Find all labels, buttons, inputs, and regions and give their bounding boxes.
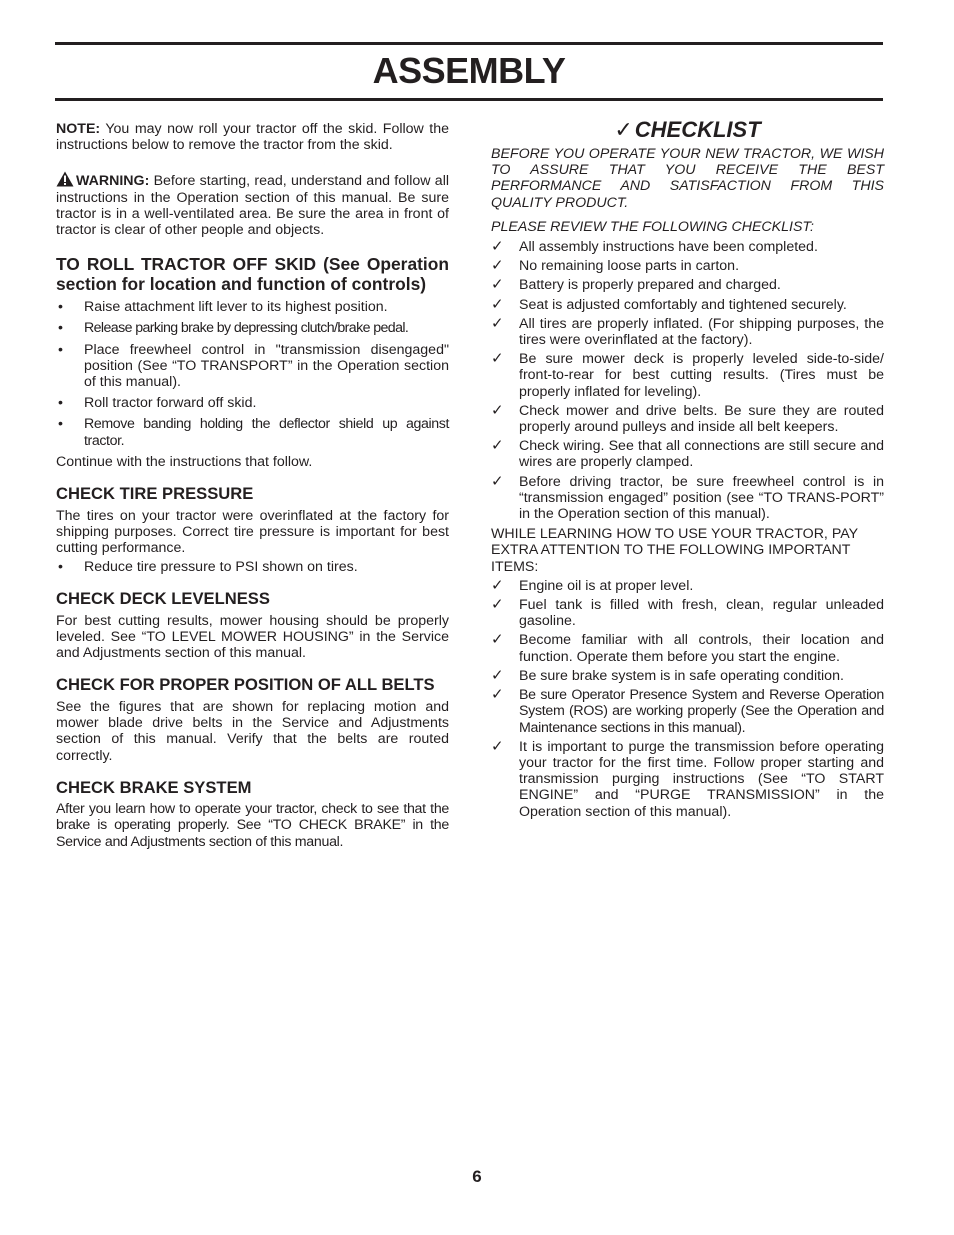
page-number: 6 <box>472 1167 482 1186</box>
checklist-title <box>491 117 884 143</box>
list-item: • Release parking brake by depressing clutch/brake pedal. <box>58 320 409 337</box>
learning-text: WHILE LEARNING HOW TO USE YOUR TRACTOR, PAY EXTRA ATTENTION TO THE FOLLOWING IMPORTANT ITEMS: <box>491 526 858 575</box>
belts-text: See the figures that are shown for replacing motion and mower blade drive belts in the Service and Adjustments section of this manual. Verify that the belts are routed correctly. <box>56 698 449 764</box>
checkmark-icon: ✓ <box>491 576 504 594</box>
warning-triangle-icon <box>56 171 74 187</box>
header-rule-top <box>55 42 883 45</box>
list-item: • Roll tractor forward off skid. <box>58 395 257 412</box>
checklist-item: ✓ Check mower and drive belts. Be sure they are routed properly around pulleys and inside all belt keepers. <box>491 401 884 436</box>
checkmark-icon: ✓ <box>491 472 504 490</box>
warning-text: Before starting, read, understand and follow all instructions in the Operation section of this manual. Be sure tractor is in a well-ventilated area. Be sure the area in front of tractor is clear of other people and objects. <box>56 173 449 239</box>
bullet-mark: • <box>58 320 63 337</box>
checklist-item: ✓ All assembly instructions have been completed. <box>491 238 818 256</box>
checklist-item: ✓ Seat is adjusted comfortably and tightened securely. <box>491 295 847 313</box>
warning-paragraph <box>56 171 449 238</box>
checklist-item: ✓ Be sure mower deck is properly leveled side-to-side/ front-to-rear for best cutting results. (Tires must be properly inflated for leveling). <box>491 350 884 400</box>
list-item: • Place freewheel control in "transmission disengaged" position (See “TO TRANSPORT” in the Operation section of this manual). <box>58 341 449 391</box>
warning-label: WARNING: <box>76 173 150 190</box>
note-paragraph <box>56 121 449 153</box>
checklist-item: ✓ Before driving tractor, be sure freewheel control is in “transmission engaged” position (see “TO TRANS-PORT” in the Operation section of this manual). <box>491 472 884 523</box>
checklist-item: ✓ Battery is properly prepared and charged. <box>491 276 781 294</box>
list-item: • Remove banding holding the deflector shield up against tractor. <box>58 416 449 449</box>
checklist-item: ✓ Be sure Operator Presence System and Reverse Operation System (ROS) are working properly (See the Operation and Maintenance sections in this manual). <box>491 686 884 736</box>
checklist-review: PLEASE REVIEW THE FOLLOWING CHECKLIST: <box>491 218 814 235</box>
checklist-items <box>491 239 884 522</box>
checkmark-icon: ✓ <box>491 631 504 649</box>
learning-items <box>491 578 884 820</box>
roll-off-skid-heading: TO ROLL TRACTOR OFF SKID (See Operation section for location and function of controls) <box>56 254 449 295</box>
continue-text: Continue with the instructions that follow. <box>56 453 313 470</box>
tire-pressure-heading: CHECK TIRE PRESSURE <box>56 484 254 504</box>
checkmark-icon: ✓ <box>491 686 504 704</box>
checkmark-icon: ✓ <box>491 737 504 755</box>
bullet-mark: • <box>58 416 63 433</box>
brake-system-heading: CHECK BRAKE SYSTEM <box>56 777 252 797</box>
tire-pressure-list <box>56 559 449 575</box>
checklist-item: ✓ Fuel tank is filled with fresh, clean, regular unleaded gasoline. <box>491 596 884 630</box>
tire-pressure-text: The tires on your tractor were overinflated at the factory for shipping purposes. Correct tire pressure is important for best cutting performance. <box>56 507 449 556</box>
deck-levelness-text: For best cutting results, mower housing should be properly leveled. See “TO LEVEL MOWER HOUSING” in the Service and Adjustments section of this manual. <box>56 612 449 662</box>
checkmark-icon: ✓ <box>491 295 504 313</box>
checkmark-icon: ✓ <box>491 437 504 455</box>
left-column <box>56 121 449 850</box>
list-item: • Raise attachment lift lever to its highest position. <box>58 299 388 316</box>
checklist-item: ✓ It is important to purge the transmission before operating your tractor for the first time. Follow proper starting and transmission purging instructions (See “TO START ENGINE” and “PURGE TRANSMISSION” in the Operation section of this manual). <box>491 737 884 820</box>
checkmark-icon: ✓ <box>491 666 504 684</box>
roll-off-skid-list <box>56 299 449 449</box>
right-column <box>491 117 884 823</box>
checklist-title-text: CHECKLIST <box>634 117 761 142</box>
checkmark-icon: ✓ <box>491 257 504 275</box>
checkmark-icon: ✓ <box>491 350 504 368</box>
checklist-item: ✓ All tires are properly inflated. (For shipping purposes, the tires were overinflated at the factory). <box>491 314 884 349</box>
checklist-intro: BEFORE YOU OPERATE YOUR NEW TRACTOR, WE WISH TO ASSURE THAT YOU RECEIVE THE BEST PERFORMANCE AND SATISFACTION FROM THIS QUALITY PRODUCT. <box>491 146 884 211</box>
checkmark-icon: ✓ <box>491 238 504 256</box>
note-label: NOTE: <box>56 121 101 137</box>
note-text: You may now roll your tractor off the skid. Follow the instructions below to remove the tractor from the skid. <box>56 121 449 154</box>
checklist-item: ✓ Check wiring. See that all connections are still secure and wires are properly clamped. <box>491 437 884 471</box>
bullet-mark: • <box>58 341 63 358</box>
checklist-item: ✓ Be sure brake system is in safe operating condition. <box>491 666 844 684</box>
bullet-mark: • <box>58 299 63 316</box>
bullet-mark: • <box>58 559 63 576</box>
checklist-item: ✓ No remaining loose parts in carton. <box>491 257 740 275</box>
deck-levelness-heading: CHECK DECK LEVELNESS <box>56 589 270 609</box>
checkmark-icon: ✓ <box>491 401 504 419</box>
header-rule-bottom <box>55 98 883 101</box>
checklist-item: ✓ Become familiar with all controls, their location and function. Operate them before you start the engine. <box>491 631 884 665</box>
bullet-mark: • <box>58 395 63 412</box>
brake-system-text: After you learn how to operate your tractor, check to see that the brake is operating properly. See “TO CHECK BRAKE” in the Service and Adjustments section of this manual. <box>56 801 449 850</box>
checkmark-icon: ✓ <box>491 314 504 332</box>
page-title: ASSEMBLY <box>372 50 566 91</box>
belts-heading: CHECK FOR PROPER POSITION OF ALL BELTS <box>56 675 435 695</box>
list-item: • Reduce tire pressure to PSI shown on tires. <box>58 559 358 576</box>
checkmark-icon: ✓ <box>614 117 633 142</box>
checkmark-icon: ✓ <box>491 596 504 614</box>
checklist-item: ✓ Engine oil is at proper level. <box>491 576 694 594</box>
checkmark-icon: ✓ <box>491 276 504 294</box>
